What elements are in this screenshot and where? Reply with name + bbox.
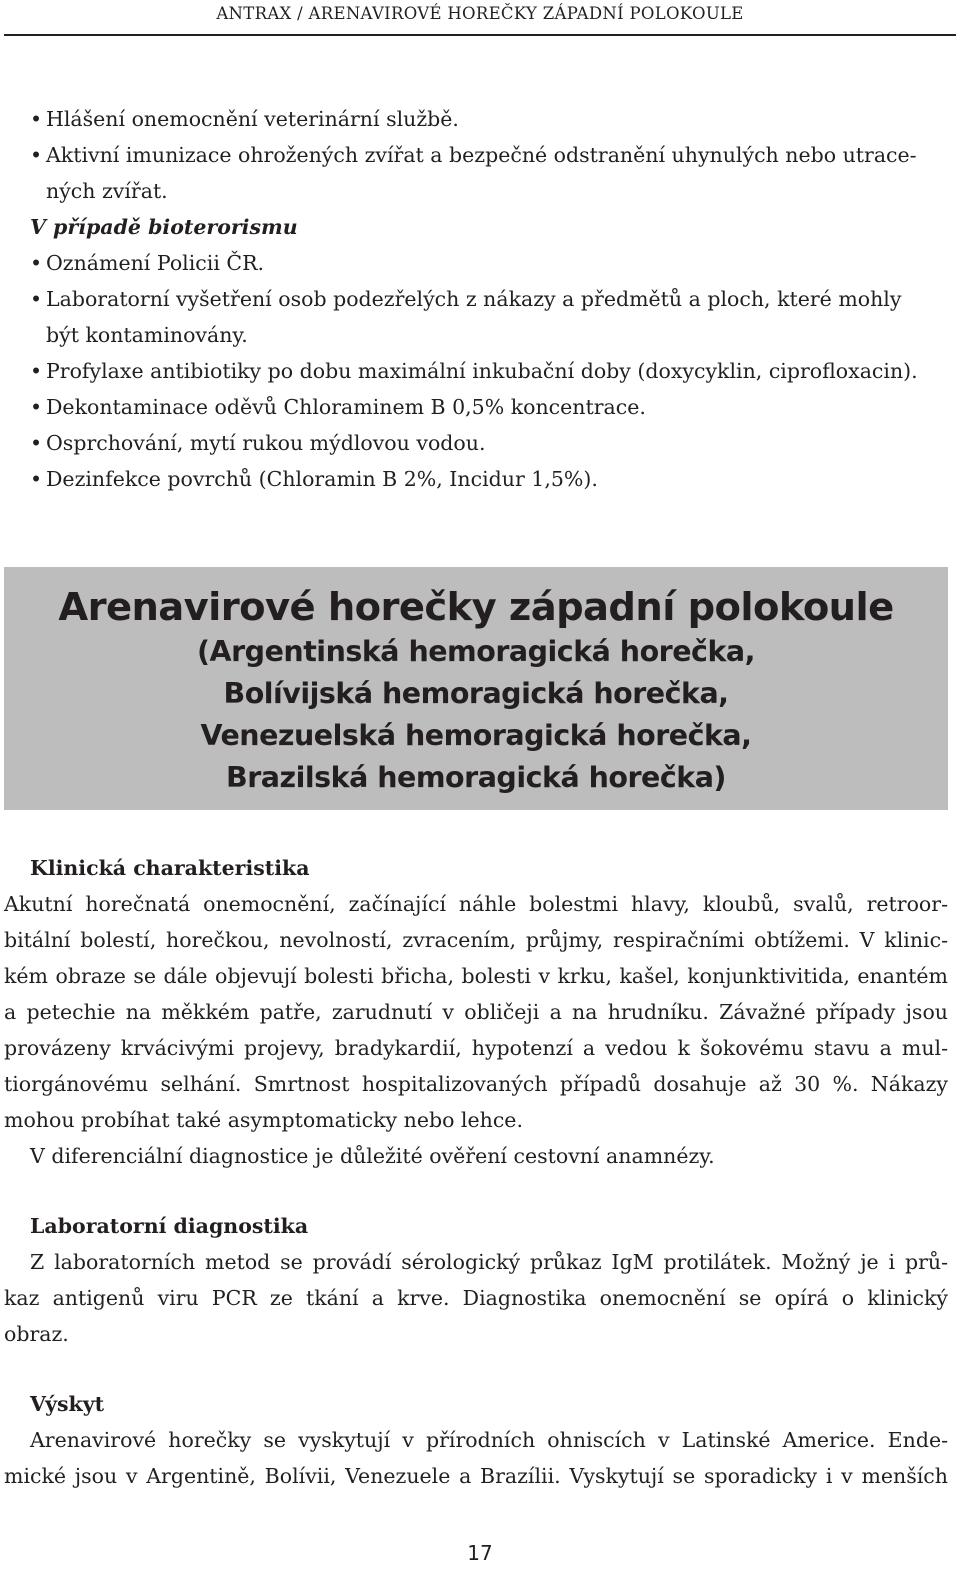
paragraph-line: mické jsou v Argentině, Bolívii, Venezuele a Brazílii. Vyskytují se sporadicky i v menších — [4, 1464, 948, 1488]
bullet-icon: • — [30, 107, 43, 131]
list-item-continuation: být kontaminovány. — [46, 323, 248, 347]
paragraph-line: kaz antigenů viru PCR ze tkání a krve. Diagnostika onemocnění se opírá o klinický — [4, 1286, 948, 1310]
chapter-subtitle-line: Brazilská hemoragická horečka) — [226, 761, 726, 794]
section-heading-clinical: Klinická charakteristika — [30, 856, 310, 880]
chapter-subtitle-line: Venezuelská hemoragická horečka, — [200, 719, 752, 752]
chapter-subtitle-line: (Argentinská hemoragická horečka, — [197, 635, 755, 668]
paragraph-line: mohou probíhat také asymptomaticky nebo lehce. — [4, 1108, 523, 1132]
list-item: • Dezinfekce povrchů (Chloramin B 2%, Incidur 1,5%). — [30, 461, 948, 497]
paragraph-line: bitální bolestí, horečkou, nevolností, zvracením, průjmy, respiračními obtížemi. V klinic- — [4, 928, 948, 952]
paragraph-line: a petechie na měkkém patře, zarudnutí v obličeji a na hrudníku. Závažné případy jsou — [4, 1000, 948, 1024]
bioterror-heading: V případě bioterorismu — [30, 215, 298, 239]
header-rule — [4, 34, 956, 36]
list-item: • Dekontaminace oděvů Chloraminem B 0,5% koncentrace. — [30, 389, 948, 425]
paragraph-line: V diferenciální diagnostice je důležité ověření cestovní anamnézy. — [30, 1144, 715, 1168]
bullet-icon: • — [30, 431, 43, 455]
chapter-title-box — [4, 567, 948, 810]
paragraph-line: Z laboratorních metod se provádí sérologický průkaz IgM protilátek. Možný je i prů- — [30, 1250, 948, 1274]
bullet-icon: • — [30, 395, 43, 419]
page-number: 17 — [467, 1541, 493, 1565]
list-item: • Hlášení onemocnění veterinární službě. — [30, 101, 948, 137]
bullet-icon: • — [30, 143, 43, 167]
list-item: • Laboratorní vyšetření osob podezřelých z nákazy a předmětů a ploch, které mohly — [30, 281, 948, 317]
list-item: • Oznámení Policii ČR. — [30, 245, 948, 281]
bullet-icon: • — [30, 359, 43, 383]
running-head: ANTRAX / ARENAVIROVÉ HOREČKY ZÁPADNÍ POLOKOULE — [216, 4, 744, 23]
paragraph-line: Akutní horečnatá onemocnění, začínající náhle bolestmi hlavy, kloubů, svalů, retroor- — [4, 892, 948, 916]
section-heading-occurrence: Výskyt — [30, 1392, 105, 1416]
chapter-subtitle-line: Bolívijská hemoragická horečka, — [223, 677, 729, 710]
paragraph-line: provázeny krvácivými projevy, bradykardií, hypotenzí a vedou k šokovému stavu a mul- — [4, 1036, 948, 1060]
chapter-title: Arenavirové horečky západní polokoule — [58, 585, 894, 630]
list-item-continuation: ných zvířat. — [46, 179, 168, 203]
section-heading-lab: Laboratorní diagnostika — [30, 1214, 309, 1238]
bullet-icon: • — [30, 467, 43, 491]
paragraph-line: kém obraze se dále objevují bolesti břicha, bolesti v krku, kašel, konjunktivitida, enantém — [4, 964, 948, 988]
paragraph-line: obraz. — [4, 1322, 69, 1346]
list-item: • Profylaxe antibiotiky po dobu maximální inkubační doby (doxycyklin, ciprofloxacin). — [30, 353, 948, 389]
list-item: • Osprchování, mytí rukou mýdlovou vodou. — [30, 425, 948, 461]
paragraph-line: tiorgánovému selhání. Smrtnost hospitalizovaných případů dosahuje až 30 %. Nákazy — [4, 1072, 948, 1096]
bullet-icon: • — [30, 251, 43, 275]
list-item: • Aktivní imunizace ohrožených zvířat a bezpečné odstranění uhynulých nebo utrace- — [30, 137, 948, 173]
paragraph-line: Arenavirové horečky se vyskytují v přírodních ohniscích v Latinské Americe. Ende- — [30, 1428, 948, 1452]
bullet-icon: • — [30, 287, 43, 311]
